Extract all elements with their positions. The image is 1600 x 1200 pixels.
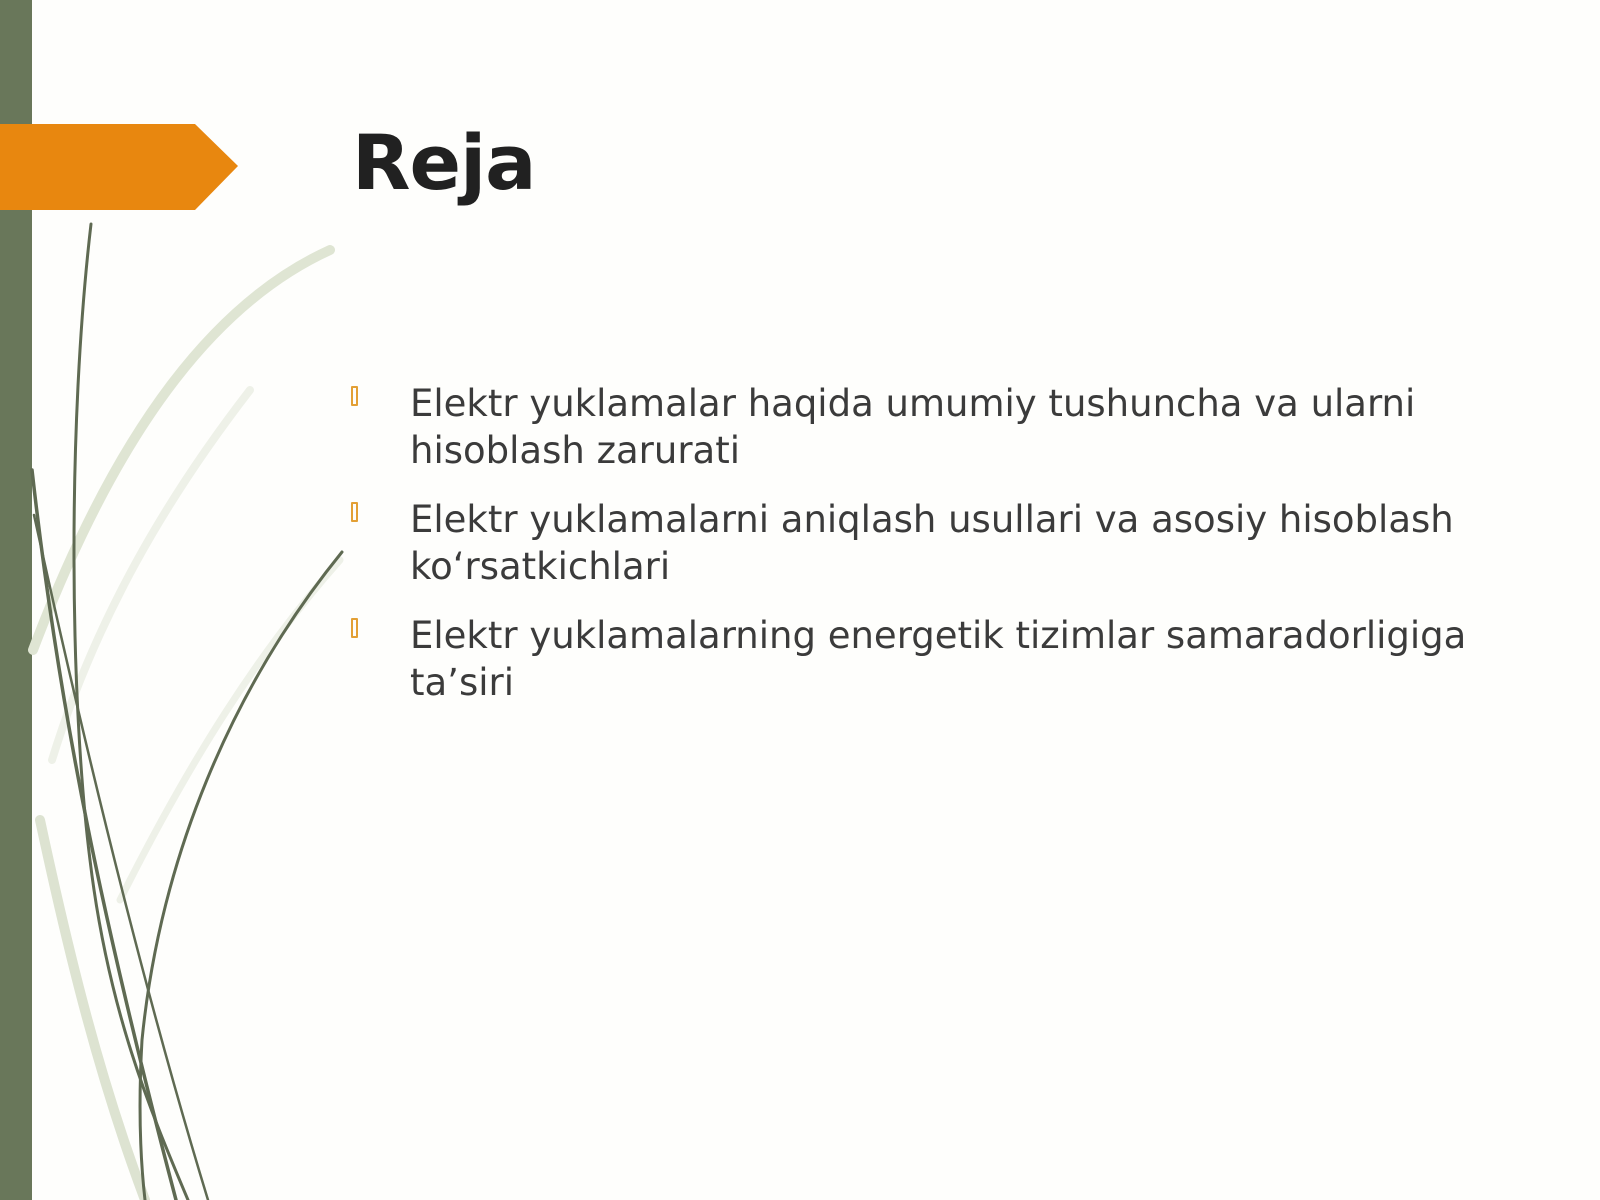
dark-curve-3 (140, 552, 342, 1200)
bullet-list (348, 380, 1468, 728)
slide-title: Reja (352, 118, 536, 207)
hollow-rectangle-bullet-icon (351, 502, 358, 522)
bullet-text: Elektr yuklamalarning energetik tizimlar samaradorligiga ta’siri (410, 614, 1467, 704)
bullet-item (348, 380, 1468, 474)
bullet-item (348, 496, 1468, 590)
hollow-rectangle-bullet-icon (351, 618, 358, 638)
light-curve-2 (52, 390, 250, 760)
bullet-text: Elektr yuklamalarni aniqlash usullari va asosiy hisoblash ko‘rsatkichlari (410, 498, 1454, 588)
dark-curve-1 (74, 224, 188, 1200)
dark-curve-4 (34, 515, 208, 1200)
hollow-rectangle-bullet-icon (351, 386, 358, 406)
light-curve-1 (33, 250, 330, 650)
bullet-item (348, 612, 1468, 706)
orange-arrow-banner-icon (0, 124, 238, 210)
bullet-text: Elektr yuklamalar haqida umumiy tushuncha va ularni hisoblash zarurati (410, 382, 1416, 472)
